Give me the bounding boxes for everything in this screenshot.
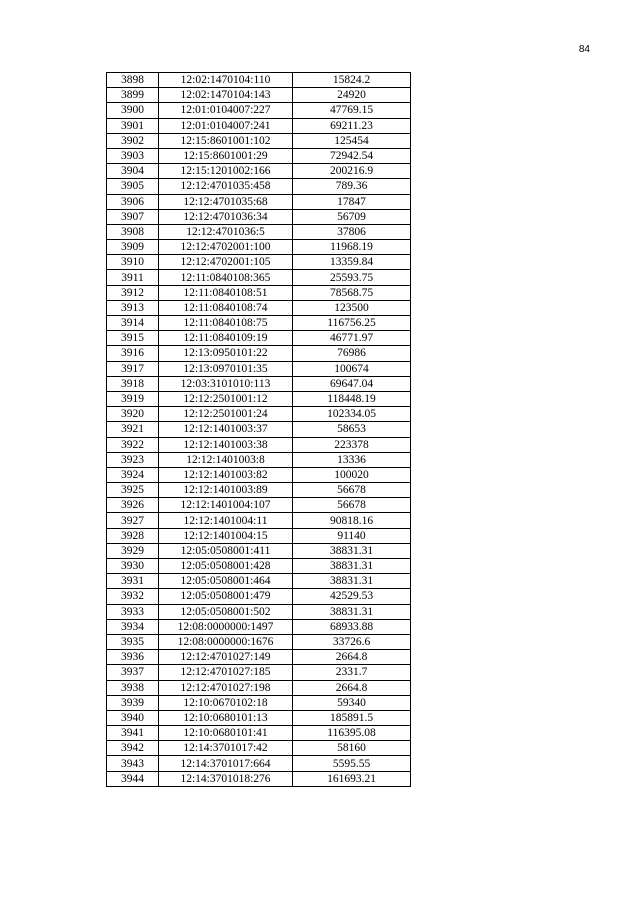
cadastral-number-cell: 12:05:0508001:464 <box>159 574 293 589</box>
table-row <box>107 452 411 467</box>
table-row <box>107 665 411 680</box>
value-cell: 24920 <box>293 88 411 103</box>
table-row <box>107 559 411 574</box>
table-row <box>107 331 411 346</box>
cadastral-number-cell: 12:02:1470104:110 <box>159 73 293 88</box>
cadastral-number-cell: 12:12:1401003:8 <box>159 452 293 467</box>
value-cell: 38831.31 <box>293 559 411 574</box>
table-row <box>107 498 411 513</box>
table-row <box>107 316 411 331</box>
table-row <box>107 240 411 255</box>
table-row <box>107 483 411 498</box>
row-number-cell: 3912 <box>107 285 159 300</box>
table-row <box>107 285 411 300</box>
row-number-cell: 3918 <box>107 376 159 391</box>
cadastral-number-cell: 12:12:4701035:68 <box>159 194 293 209</box>
table-row <box>107 194 411 209</box>
table-row <box>107 148 411 163</box>
cadastral-number-cell: 12:05:0508001:502 <box>159 604 293 619</box>
row-number-cell: 3910 <box>107 255 159 270</box>
cadastral-number-cell: 12:12:4701027:198 <box>159 680 293 695</box>
value-cell: 2664.8 <box>293 650 411 665</box>
value-cell: 100674 <box>293 361 411 376</box>
cadastral-number-cell: 12:12:2501001:12 <box>159 391 293 406</box>
row-number-cell: 3940 <box>107 710 159 725</box>
cadastral-number-cell: 12:12:1401003:37 <box>159 422 293 437</box>
table-row <box>107 255 411 270</box>
table-row <box>107 164 411 179</box>
table-row <box>107 680 411 695</box>
row-number-cell: 3937 <box>107 665 159 680</box>
value-cell: 58160 <box>293 741 411 756</box>
table-row <box>107 103 411 118</box>
row-number-cell: 3911 <box>107 270 159 285</box>
cadastral-number-cell: 12:12:4702001:105 <box>159 255 293 270</box>
row-number-cell: 3907 <box>107 209 159 224</box>
row-number-cell: 3913 <box>107 300 159 315</box>
cadastral-number-cell: 12:01:0104007:227 <box>159 103 293 118</box>
table-row <box>107 422 411 437</box>
row-number-cell: 3924 <box>107 467 159 482</box>
table-row <box>107 209 411 224</box>
table-row <box>107 300 411 315</box>
value-cell: 38831.31 <box>293 574 411 589</box>
value-cell: 69211.23 <box>293 118 411 133</box>
table-row <box>107 391 411 406</box>
table-row <box>107 695 411 710</box>
row-number-cell: 3926 <box>107 498 159 513</box>
row-number-cell: 3906 <box>107 194 159 209</box>
row-number-cell: 3932 <box>107 589 159 604</box>
cadastral-number-cell: 12:11:0840108:74 <box>159 300 293 315</box>
row-number-cell: 3905 <box>107 179 159 194</box>
row-number-cell: 3936 <box>107 650 159 665</box>
value-cell: 11968.19 <box>293 240 411 255</box>
value-cell: 37806 <box>293 224 411 239</box>
table-row <box>107 771 411 786</box>
cadastral-number-cell: 12:02:1470104:143 <box>159 88 293 103</box>
row-number-cell: 3941 <box>107 726 159 741</box>
row-number-cell: 3939 <box>107 695 159 710</box>
table-row <box>107 650 411 665</box>
value-cell: 125454 <box>293 133 411 148</box>
value-cell: 56678 <box>293 498 411 513</box>
cadastral-number-cell: 12:12:4701036:34 <box>159 209 293 224</box>
value-cell: 100020 <box>293 467 411 482</box>
value-cell: 223378 <box>293 437 411 452</box>
cadastral-number-cell: 12:14:3701017:664 <box>159 756 293 771</box>
value-cell: 2331.7 <box>293 665 411 680</box>
cadastral-number-cell: 12:12:2501001:24 <box>159 407 293 422</box>
value-cell: 116756.25 <box>293 316 411 331</box>
row-number-cell: 3899 <box>107 88 159 103</box>
cadastral-number-cell: 12:11:0840108:365 <box>159 270 293 285</box>
table-row <box>107 118 411 133</box>
cadastral-number-cell: 12:12:4702001:100 <box>159 240 293 255</box>
row-number-cell: 3929 <box>107 543 159 558</box>
table-row <box>107 513 411 528</box>
row-number-cell: 3916 <box>107 346 159 361</box>
cadastral-number-cell: 12:13:0970101:35 <box>159 361 293 376</box>
row-number-cell: 3915 <box>107 331 159 346</box>
cadastral-number-cell: 12:10:0680101:13 <box>159 710 293 725</box>
page-number: 84 <box>578 44 590 55</box>
table-row <box>107 133 411 148</box>
value-cell: 102334.05 <box>293 407 411 422</box>
value-cell: 5595.55 <box>293 756 411 771</box>
row-number-cell: 3908 <box>107 224 159 239</box>
value-cell: 59340 <box>293 695 411 710</box>
cadastral-number-cell: 12:03:3101010:113 <box>159 376 293 391</box>
row-number-cell: 3928 <box>107 528 159 543</box>
table-row <box>107 88 411 103</box>
row-number-cell: 3933 <box>107 604 159 619</box>
table-row <box>107 589 411 604</box>
row-number-cell: 3942 <box>107 741 159 756</box>
table-row <box>107 604 411 619</box>
table-row <box>107 710 411 725</box>
table-row <box>107 346 411 361</box>
table-row <box>107 467 411 482</box>
row-number-cell: 3923 <box>107 452 159 467</box>
value-cell: 185891.5 <box>293 710 411 725</box>
row-number-cell: 3914 <box>107 316 159 331</box>
cadastral-number-cell: 12:12:4701035:458 <box>159 179 293 194</box>
value-cell: 72942.54 <box>293 148 411 163</box>
cadastral-number-cell: 12:05:0508001:479 <box>159 589 293 604</box>
cadastral-number-cell: 12:15:8601001:102 <box>159 133 293 148</box>
cadastral-number-cell: 12:12:4701027:149 <box>159 650 293 665</box>
row-number-cell: 3938 <box>107 680 159 695</box>
row-number-cell: 3925 <box>107 483 159 498</box>
row-number-cell: 3935 <box>107 634 159 649</box>
row-number-cell: 3919 <box>107 391 159 406</box>
value-cell: 90818.16 <box>293 513 411 528</box>
row-number-cell: 3902 <box>107 133 159 148</box>
table-row <box>107 73 411 88</box>
table-row <box>107 270 411 285</box>
cadastral-number-cell: 12:15:8601001:29 <box>159 148 293 163</box>
value-cell: 13336 <box>293 452 411 467</box>
row-number-cell: 3920 <box>107 407 159 422</box>
value-cell: 116395.08 <box>293 726 411 741</box>
value-cell: 46771.97 <box>293 331 411 346</box>
cadastral-number-cell: 12:05:0508001:411 <box>159 543 293 558</box>
cadastral-number-cell: 12:12:1401004:15 <box>159 528 293 543</box>
value-cell: 38831.31 <box>293 604 411 619</box>
row-number-cell: 3900 <box>107 103 159 118</box>
table-body <box>107 73 411 787</box>
cadastral-number-cell: 12:12:1401004:107 <box>159 498 293 513</box>
cadastral-number-cell: 12:15:1201002:166 <box>159 164 293 179</box>
table-row <box>107 741 411 756</box>
cadastral-number-cell: 12:12:1401003:89 <box>159 483 293 498</box>
cadastral-number-cell: 12:01:0104007:241 <box>159 118 293 133</box>
table-row <box>107 528 411 543</box>
row-number-cell: 3909 <box>107 240 159 255</box>
cadastral-number-cell: 12:10:0680101:41 <box>159 726 293 741</box>
cadastral-number-cell: 12:11:0840109:19 <box>159 331 293 346</box>
value-cell: 789.36 <box>293 179 411 194</box>
table-row <box>107 407 411 422</box>
row-number-cell: 3931 <box>107 574 159 589</box>
cadastral-number-cell: 12:12:1401004:11 <box>159 513 293 528</box>
row-number-cell: 3922 <box>107 437 159 452</box>
value-cell: 58653 <box>293 422 411 437</box>
value-cell: 76986 <box>293 346 411 361</box>
table-row <box>107 619 411 634</box>
cadastral-number-cell: 12:12:1401003:82 <box>159 467 293 482</box>
cadastral-number-cell: 12:14:3701018:276 <box>159 771 293 786</box>
table-row <box>107 634 411 649</box>
value-cell: 69647.04 <box>293 376 411 391</box>
row-number-cell: 3930 <box>107 559 159 574</box>
value-cell: 47769.15 <box>293 103 411 118</box>
value-cell: 56678 <box>293 483 411 498</box>
table-row <box>107 574 411 589</box>
cadastral-number-cell: 12:05:0508001:428 <box>159 559 293 574</box>
value-cell: 17847 <box>293 194 411 209</box>
table-row <box>107 376 411 391</box>
row-number-cell: 3917 <box>107 361 159 376</box>
cadastral-number-cell: 12:10:0670102:18 <box>159 695 293 710</box>
value-cell: 13359.84 <box>293 255 411 270</box>
row-number-cell: 3944 <box>107 771 159 786</box>
row-number-cell: 3898 <box>107 73 159 88</box>
cadastral-number-cell: 12:13:0950101:22 <box>159 346 293 361</box>
cadastral-number-cell: 12:08:0000000:1676 <box>159 634 293 649</box>
row-number-cell: 3904 <box>107 164 159 179</box>
table-row <box>107 726 411 741</box>
value-cell: 78568.75 <box>293 285 411 300</box>
value-cell: 2664.8 <box>293 680 411 695</box>
value-cell: 200216.9 <box>293 164 411 179</box>
table-row <box>107 361 411 376</box>
table-row <box>107 179 411 194</box>
cadastral-number-cell: 12:12:4701036:5 <box>159 224 293 239</box>
table-row <box>107 756 411 771</box>
value-cell: 68933.88 <box>293 619 411 634</box>
cadastral-number-cell: 12:14:3701017:42 <box>159 741 293 756</box>
value-cell: 42529.53 <box>293 589 411 604</box>
row-number-cell: 3943 <box>107 756 159 771</box>
value-cell: 56709 <box>293 209 411 224</box>
value-cell: 118448.19 <box>293 391 411 406</box>
table-row <box>107 224 411 239</box>
cadastral-number-cell: 12:08:0000000:1497 <box>159 619 293 634</box>
row-number-cell: 3921 <box>107 422 159 437</box>
value-cell: 33726.6 <box>293 634 411 649</box>
value-cell: 25593.75 <box>293 270 411 285</box>
row-number-cell: 3934 <box>107 619 159 634</box>
cadastral-number-cell: 12:11:0840108:51 <box>159 285 293 300</box>
row-number-cell: 3901 <box>107 118 159 133</box>
row-number-cell: 3927 <box>107 513 159 528</box>
value-cell: 123500 <box>293 300 411 315</box>
cadastral-number-cell: 12:12:4701027:185 <box>159 665 293 680</box>
value-cell: 161693.21 <box>293 771 411 786</box>
row-number-cell: 3903 <box>107 148 159 163</box>
value-cell: 38831.31 <box>293 543 411 558</box>
data-table <box>106 72 411 787</box>
value-cell: 91140 <box>293 528 411 543</box>
cadastral-number-cell: 12:11:0840108:75 <box>159 316 293 331</box>
cadastral-number-cell: 12:12:1401003:38 <box>159 437 293 452</box>
table-row <box>107 437 411 452</box>
table-row <box>107 543 411 558</box>
value-cell: 15824.2 <box>293 73 411 88</box>
